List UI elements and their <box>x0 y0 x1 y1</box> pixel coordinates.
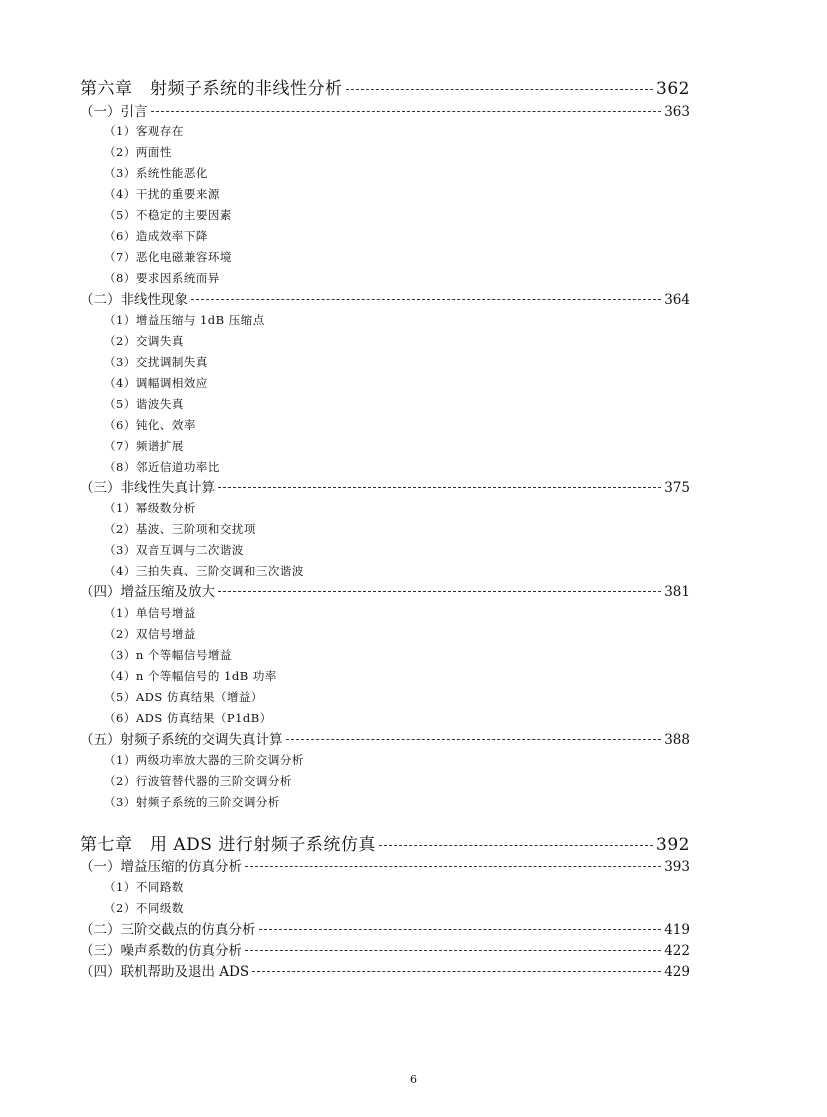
toc-item: （5）ADS 仿真结果（增益） <box>104 690 263 704</box>
section-page: 393 <box>664 859 690 875</box>
section-title: （一）增益压缩的仿真分析 <box>80 859 242 875</box>
toc-item: （1）两级功率放大器的三阶交调分析 <box>104 753 304 767</box>
toc-item: （1）幂级数分析 <box>104 501 196 515</box>
section-title: （五）射频子系统的交调失真计算 <box>80 732 283 748</box>
section-page: 422 <box>664 943 690 959</box>
chapter-6-entry <box>80 81 690 98</box>
toc-item: （1）单信号增益 <box>104 606 196 620</box>
section-entry <box>80 945 690 959</box>
chapter-title: 第七章 用 ADS 进行射频子系统仿真 <box>80 835 376 855</box>
section-title: （三）噪声系数的仿真分析 <box>80 943 242 959</box>
toc-item: （3）系统性能恶化 <box>104 166 208 180</box>
toc-item: （1）客观存在 <box>104 124 184 138</box>
section-title: （二）非线性现象 <box>80 292 188 308</box>
toc-item: （4）三拍失真、三阶交调和三次谐波 <box>104 564 304 578</box>
toc-item: （2）不同级数 <box>104 901 184 915</box>
toc-item: （2）行波管替代器的三阶交调分析 <box>104 774 292 788</box>
section-page: 375 <box>664 480 690 496</box>
toc-item: （5）谐波失真 <box>104 397 184 411</box>
chapter-title: 第六章 射频子系统的非线性分析 <box>80 79 343 99</box>
section-entry <box>80 924 690 938</box>
section-title: （二）三阶交截点的仿真分析 <box>80 922 256 938</box>
toc-item: （2）两面性 <box>104 145 172 159</box>
dot-leader <box>245 866 661 867</box>
toc-item: （2）交调失真 <box>104 334 184 348</box>
chapter-page: 392 <box>656 835 690 855</box>
section-title: （一）引言 <box>80 104 148 120</box>
toc-item: （2）基波、三阶项和交扰项 <box>104 522 256 536</box>
toc-item: （4）n 个等幅信号的 1dB 功率 <box>104 669 277 683</box>
section-title: （三）非线性失真计算 <box>80 480 215 496</box>
section-entry <box>80 966 690 980</box>
toc-item: （1）不同路数 <box>104 880 184 894</box>
dot-leader <box>252 971 661 972</box>
dot-leader <box>218 487 661 488</box>
toc-item: （1）增益压缩与 1dB 压缩点 <box>104 313 265 327</box>
toc-item: （5）不稳定的主要因素 <box>104 208 232 222</box>
toc-item: （4）干扰的重要来源 <box>104 187 220 201</box>
section-page: 429 <box>664 964 690 980</box>
toc-item: （8）邻近信道功率比 <box>104 460 220 474</box>
dot-leader <box>346 89 654 90</box>
toc-item: （3）射频子系统的三阶交调分析 <box>104 795 280 809</box>
toc-item: （7）频谱扩展 <box>104 439 184 453</box>
dot-leader <box>286 739 662 740</box>
chapter-page: 362 <box>656 79 690 99</box>
section-entry <box>80 106 690 120</box>
section-entry <box>80 861 690 875</box>
dot-leader <box>259 929 662 930</box>
toc-item: （3）交扰调制失真 <box>104 355 208 369</box>
toc-item: （3）n 个等幅信号增益 <box>104 648 232 662</box>
section-page: 419 <box>664 922 690 938</box>
section-page: 364 <box>664 292 690 308</box>
section-page: 381 <box>664 584 690 600</box>
dot-leader <box>218 591 661 592</box>
dot-leader <box>245 950 661 951</box>
section-page: 388 <box>664 732 690 748</box>
dot-leader <box>191 299 661 300</box>
chapter-7-entry <box>80 837 690 854</box>
page-number: 6 <box>410 1073 417 1086</box>
toc-item: （6）钝化、效率 <box>104 418 196 432</box>
toc-item: （4）调幅调相效应 <box>104 376 208 390</box>
toc-item: （7）恶化电磁兼容环境 <box>104 250 232 264</box>
section-title: （四）联机帮助及退出 ADS <box>80 964 250 980</box>
toc-item: （2）双信号增益 <box>104 627 196 641</box>
section-entry <box>80 294 690 308</box>
dot-leader <box>151 111 662 112</box>
section-entry <box>80 734 690 748</box>
section-title: （四）增益压缩及放大 <box>80 584 215 600</box>
section-page: 363 <box>664 104 690 120</box>
toc-item: （3）双音互调与二次谐波 <box>104 543 244 557</box>
section-entry <box>80 586 690 600</box>
section-entry <box>80 482 690 496</box>
toc-item: （6）造成效率下降 <box>104 229 208 243</box>
toc-item: （6）ADS 仿真结果（P1dB） <box>104 711 272 725</box>
toc-item: （8）要求因系统而异 <box>104 271 220 285</box>
dot-leader <box>379 845 653 846</box>
